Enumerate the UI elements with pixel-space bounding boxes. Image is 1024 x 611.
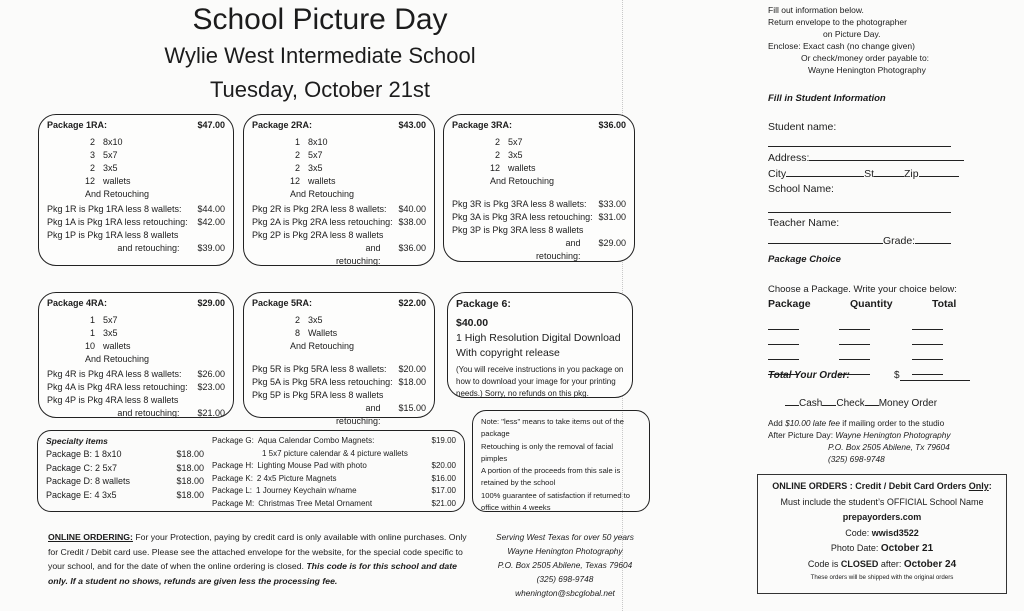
specialty-extra-desc: Christmas Tree Metal Ornament <box>258 498 373 508</box>
package-item <box>85 162 225 175</box>
student-name-field[interactable] <box>768 135 951 147</box>
package-6-price: $40.00 <box>456 317 489 329</box>
late-fee-phone: (325) 698-9748 <box>828 454 885 464</box>
online-orders-box: ONLINE ORDERS : Credit / Debit Card Orders Only: Must include the student’s OFFICIAL School Name prepayorders.com Code: wwisd3522 Photo Date: October 21 Code is CLOSED after: October 24 These orders will be shipped with the original orders <box>757 474 1007 594</box>
picture-day-date: Tuesday, October 21st <box>209 77 431 102</box>
payment-option-check: Check <box>836 398 865 409</box>
item-quantity: 2 <box>494 150 500 160</box>
package-items <box>252 314 426 353</box>
package-variant <box>252 376 426 389</box>
specialty-extra-item <box>212 473 456 486</box>
online-orders-must-include: Must include the student’s OFFICIAL School Name <box>780 496 984 507</box>
specialty-item-price: $18.00 <box>176 462 204 473</box>
note-line: A portion of the proceeds from this sale is retained by the school <box>481 466 621 488</box>
package-variant <box>252 363 426 376</box>
teacher-name-label: Teacher Name: <box>768 217 840 229</box>
column-quantity: Quantity <box>850 298 893 310</box>
fill-student-info-heading: Fill in Student Information <box>768 93 886 104</box>
money-order-checkbox-line[interactable] <box>865 395 879 406</box>
column-package: Package <box>768 298 811 310</box>
instruction-line: Wayne Henington Photography <box>808 65 926 75</box>
late-fee-address: P.O. Box 2505 Abilene, Tx 79604 <box>828 442 950 452</box>
variant-label: Pkg 1P is Pkg 1RA less 8 wallets <box>47 230 179 240</box>
closed-label-post: after: <box>878 558 904 569</box>
city-label: City <box>768 168 787 180</box>
item-quantity: 1 <box>294 137 300 147</box>
specialty-extra-name <box>212 460 367 473</box>
variant-label-cont: and retouching: <box>335 243 381 266</box>
student-info-form <box>768 120 988 249</box>
package-header <box>252 297 426 310</box>
package-items <box>47 136 225 201</box>
specialty-item-price: $18.00 <box>176 449 204 459</box>
quantity-blank-field[interactable] <box>839 345 870 360</box>
package-name: Package 4RA: <box>47 298 108 308</box>
item-description: 3x5 <box>308 315 323 325</box>
total-order-label: Total Your Order: <box>768 370 850 381</box>
school-name: Wylie West Intermediate School <box>164 43 476 68</box>
package-variant <box>47 203 225 216</box>
item-description: 3x5 <box>103 328 118 338</box>
note-line: Retouching is only the removal of facial pimples <box>481 441 614 463</box>
instruction-line: Return envelope to the photographer <box>768 17 907 27</box>
package-item <box>490 136 626 149</box>
package-variant <box>47 242 225 255</box>
package-6-note: (You will receive instructions in you package on how to download your image for your printing needs.) Sorry, no refunds on this pkg. <box>456 365 624 398</box>
online-orders-website[interactable]: prepayorders.com <box>842 512 922 522</box>
variant-label: Pkg 3P is Pkg 3RA less 8 wallets <box>452 225 584 235</box>
specialty-extra-code: Package G: <box>212 436 254 445</box>
package-variant <box>47 368 225 381</box>
package-5ra-box <box>243 292 435 426</box>
package-price: $36.00 <box>598 120 626 130</box>
package-header <box>252 119 426 132</box>
variant-label: Pkg 2R is Pkg 2RA less 8 wallets: <box>252 204 387 214</box>
package-item <box>490 149 626 162</box>
choice-blank-rows <box>768 315 983 375</box>
specialty-extra-code: Package K: <box>212 473 253 483</box>
variant-label-cont: and retouching: <box>535 238 581 261</box>
package-item <box>85 136 225 149</box>
package-item <box>85 175 225 188</box>
check-checkbox-line[interactable] <box>822 395 836 406</box>
item-quantity: 10 <box>85 341 96 351</box>
item-description: 5x7 <box>103 315 118 325</box>
package-variant <box>452 237 626 263</box>
online-code: wwisd3522 <box>871 527 919 538</box>
specialty-item-price: $18.00 <box>176 476 204 486</box>
package-variants <box>47 368 225 420</box>
package-variants <box>452 198 626 263</box>
specialty-item-label: Package B: 1 8x10 <box>46 449 122 459</box>
photo-date-value: October 21 <box>880 543 934 554</box>
variant-price: $40.00 <box>398 204 426 214</box>
total-currency: $ <box>894 370 900 381</box>
item-description: Wallets <box>308 328 338 338</box>
total-blank-field[interactable] <box>912 330 943 345</box>
variant-label: Pkg 1R is Pkg 1RA less 8 wallets: <box>47 204 182 214</box>
choose-package-instruction: Choose a Package. Write your choice below: <box>768 284 957 295</box>
package-extra: And Retouching <box>85 189 150 199</box>
column-total: Total <box>932 298 957 310</box>
specialty-extra-code: Package L: <box>212 486 253 495</box>
item-quantity: 2 <box>294 315 300 325</box>
variant-price: $42.00 <box>197 217 225 227</box>
state-label: St <box>864 168 875 180</box>
package-3ra-box <box>443 114 635 262</box>
specialty-extra-name <box>212 498 372 511</box>
item-quantity: 3 <box>89 150 95 160</box>
item-description: 3x5 <box>103 163 118 173</box>
note-line: 100% guarantee of satisfaction if returned to office within 4 weeks <box>481 490 631 513</box>
item-quantity: 12 <box>490 163 501 173</box>
specialty-extra-desc: Lighting Mouse Pad with photo <box>257 461 367 470</box>
variant-price: $38.00 <box>398 217 426 227</box>
cash-checkbox-line[interactable] <box>785 395 799 406</box>
package-choice-table <box>768 283 983 375</box>
package-header <box>452 119 626 132</box>
variant-label: Pkg 3R is Pkg 3RA less 8 wallets: <box>452 199 587 209</box>
school-name-label: School Name: <box>768 183 834 195</box>
item-quantity: 2 <box>294 150 300 160</box>
specialty-heading: Specialty items <box>46 436 108 446</box>
closed-label-pre: Code is <box>807 558 841 569</box>
package-item <box>85 149 225 162</box>
specialty-extra-code: Package H: <box>212 461 254 470</box>
package-extra: And Retouching <box>290 341 355 351</box>
late-fee-suffix: if mailing order to the studio <box>839 418 945 428</box>
choice-blank-row <box>768 345 983 360</box>
item-description: 5x7 <box>508 137 523 147</box>
item-quantity: 2 <box>89 137 95 147</box>
specialty-extras-list <box>204 435 456 507</box>
package-item <box>290 136 426 149</box>
package-choice-heading: Package Choice <box>768 254 841 265</box>
contact-email[interactable]: whenington@sbcglobal.net <box>515 588 615 598</box>
zip-field[interactable] <box>919 166 959 177</box>
city-field[interactable] <box>786 166 864 177</box>
specialty-items-box <box>37 430 465 512</box>
item-description: 8x10 <box>103 137 123 147</box>
package-6-box <box>447 292 633 398</box>
package-variant <box>252 216 426 229</box>
variant-price: $44.00 <box>197 204 225 214</box>
specialty-extra-item <box>212 498 456 511</box>
variant-price: $15.00 <box>398 403 426 413</box>
closed-word: CLOSED <box>840 558 879 569</box>
school-name-field[interactable] <box>768 201 951 213</box>
package-name: Package 5RA: <box>252 298 313 308</box>
package-variant <box>452 211 626 224</box>
package-extra: And Retouching <box>490 176 555 186</box>
package-extra: And Retouching <box>290 189 355 199</box>
specialty-extra-price: $21.00 <box>431 498 456 508</box>
package-1ra-box <box>38 114 234 266</box>
instruction-line: on Picture Day. <box>823 29 881 39</box>
specialty-extra-sub: 1 5x7 picture calendar & 4 picture wallets <box>262 448 408 458</box>
package-extra: And Retouching <box>85 354 150 364</box>
total-order-field[interactable] <box>900 370 970 381</box>
grade-field[interactable] <box>915 233 951 244</box>
total-blank-field[interactable] <box>912 345 943 360</box>
payment-option-money-order: Money Order <box>878 398 938 409</box>
item-quantity: 1 <box>89 328 95 338</box>
online-orders-heading: ONLINE ORDERS : Credit / Debit Card Orders <box>772 481 969 491</box>
zip-label: Zip <box>904 168 919 180</box>
specialty-extra-name <box>212 485 357 498</box>
closed-date: October 24 <box>903 558 957 570</box>
quantity-blank-field[interactable] <box>839 315 870 330</box>
package-items <box>452 136 626 188</box>
variant-price: $21.00 <box>197 408 225 418</box>
item-description: 5x7 <box>103 150 118 160</box>
package-header <box>47 119 225 132</box>
item-quantity: 8 <box>294 328 300 338</box>
specialty-item-label: Package C: 2 5x7 <box>46 462 118 473</box>
online-ordering-paragraph <box>48 530 478 588</box>
specialty-basic-column <box>46 435 204 507</box>
specialty-item <box>46 448 204 462</box>
item-quantity: 2 <box>494 137 500 147</box>
variant-label: Pkg 3A is Pkg 3RA less retouching: <box>452 212 593 222</box>
specialty-extra-item <box>212 460 456 473</box>
package-price: $47.00 <box>197 120 225 130</box>
item-description: 8x10 <box>308 137 328 147</box>
item-quantity: 2 <box>89 163 95 173</box>
package-variant <box>252 402 426 428</box>
specialty-item-price: $18.00 <box>176 489 204 500</box>
package-6-name: Package 6: <box>456 298 511 310</box>
package-item <box>290 175 426 188</box>
variant-label: Pkg 5R is Pkg 5RA less 8 wallets: <box>252 364 387 374</box>
variant-price: $31.00 <box>598 212 626 222</box>
variant-label: Pkg 4P is Pkg 4RA less 8 wallets <box>47 395 179 405</box>
online-ordering-label: ONLINE ORDERING: <box>48 532 133 542</box>
specialty-extra-price: $16.00 <box>431 473 456 483</box>
item-quantity: 1 <box>89 315 95 325</box>
late-fee-info <box>768 417 993 465</box>
package-item <box>290 314 426 327</box>
variant-price: $29.00 <box>598 238 626 248</box>
item-quantity: 12 <box>290 176 301 186</box>
package-items <box>252 136 426 201</box>
teacher-name-field[interactable] <box>768 233 883 244</box>
notes-box <box>472 410 650 512</box>
package-blank-field[interactable] <box>768 330 799 345</box>
student-name-label: Student name: <box>768 121 837 133</box>
package-variants <box>47 203 225 255</box>
variant-price: $20.00 <box>398 364 426 374</box>
package-blank-field[interactable] <box>768 315 799 330</box>
total-blank-field[interactable] <box>912 315 943 330</box>
item-description: wallets <box>308 176 336 186</box>
package-item <box>85 327 225 340</box>
variant-label: Pkg 2A is Pkg 2RA less retouching: <box>252 217 393 227</box>
item-description: 3x5 <box>308 163 323 173</box>
specialty-extra-desc: 1 Journey Keychain w/name <box>256 486 357 495</box>
specialty-extra-item <box>212 485 456 498</box>
variant-label: Pkg 5A is Pkg 5RA less retouching: <box>252 377 393 387</box>
late-fee-company: Wayne Henington Photography <box>835 430 951 440</box>
contact-address: P.O. Box 2505 Abilene, Texas 79604 <box>497 560 633 570</box>
package-variant <box>452 198 626 211</box>
variant-label: Pkg 2P is Pkg 2RA less 8 wallets <box>252 230 384 240</box>
address-label: Address: <box>768 152 810 164</box>
contact-slogan: Serving West Texas for over 50 years <box>496 532 634 542</box>
package-4ra-box <box>38 292 234 418</box>
variant-price: $23.00 <box>197 382 225 392</box>
specialty-extra-desc: 2 4x5 Picture Magnets <box>256 473 337 483</box>
package-item <box>490 162 626 175</box>
package-6-line-1: 1 High Resolution Digital Download <box>456 332 621 344</box>
package-item <box>85 314 225 327</box>
online-ordering-emphasis: This code is for this school and date only. If a student no shows, refunds are given less the processing fee. <box>48 561 457 586</box>
package-blank-field[interactable] <box>768 345 799 360</box>
item-description: 5x7 <box>308 150 323 160</box>
variant-label: Pkg 4A is Pkg 4RA less retouching: <box>47 382 188 392</box>
grade-label: Grade: <box>883 235 916 247</box>
payment-method-options <box>785 395 937 409</box>
late-fee-after-label: After Picture Day: <box>768 430 836 440</box>
package-variant <box>252 242 426 268</box>
late-fee-amount: $10.00 late fee <box>785 418 840 428</box>
quantity-blank-field[interactable] <box>839 330 870 345</box>
variant-price: $33.00 <box>598 199 626 209</box>
contact-phone: (325) 698-9748 <box>536 574 594 584</box>
choice-blank-row <box>768 315 983 330</box>
variant-price: $18.00 <box>398 377 426 387</box>
package-name: Package 2RA: <box>252 120 313 130</box>
item-quantity: 2 <box>294 163 300 173</box>
specialty-extra-desc: Aqua Calendar Combo Magnets: <box>257 436 375 445</box>
photographer-contact <box>480 530 650 600</box>
package-variants <box>252 203 426 268</box>
address-field[interactable] <box>809 150 964 161</box>
note-line: Note: "less" means to take items out of the package <box>481 417 624 439</box>
online-ordering-text: For your Protection, paying by credit card is only available with online purchases. Only for Credit / Debit card use. Please see the attached envelope for the website, for the special code specific to your school, and for the date of when the online ordering is closed. <box>48 532 467 571</box>
specialty-item <box>46 489 204 503</box>
package-header <box>47 297 225 310</box>
package-price: $29.00 <box>197 298 225 308</box>
specialty-extra-name <box>212 435 374 448</box>
package-item <box>290 327 426 340</box>
contact-company: Wayne Henington Photography <box>507 546 623 556</box>
variant-label: Pkg 1A is Pkg 1RA less retouching: <box>47 217 188 227</box>
variant-price: $26.00 <box>197 369 225 379</box>
specialty-item-label: Package D: 8 wallets <box>46 476 131 486</box>
photo-date-label: Photo Date: <box>830 543 881 553</box>
package-item <box>85 340 225 353</box>
specialty-item <box>46 462 204 476</box>
specialty-extra-name <box>212 473 337 486</box>
code-label: Code: <box>845 527 872 538</box>
variant-label-cont: and retouching: <box>335 403 381 426</box>
item-description: wallets <box>103 176 131 186</box>
specialty-item <box>46 475 204 489</box>
package-name: Package 3RA: <box>452 120 513 130</box>
shipping-note: These orders will be shipped with the original orders <box>810 574 954 581</box>
specialty-extra-item <box>212 435 456 448</box>
package-variant <box>252 203 426 216</box>
item-description: 3x5 <box>508 150 523 160</box>
instruction-line: Enclose: Exact cash (no change given) <box>768 41 915 51</box>
package-variant <box>47 407 225 420</box>
variant-label: Pkg 5P is Pkg 5RA less 8 wallets <box>252 390 384 400</box>
variant-label-cont: and retouching: <box>117 243 180 253</box>
specialty-basic-list <box>46 448 204 502</box>
package-item <box>290 162 426 175</box>
package-variants <box>252 363 426 428</box>
specialty-item-label: Package E: 4 3x5 <box>46 489 117 500</box>
page-title: School Picture Day <box>192 3 448 36</box>
package-price: $43.00 <box>398 120 426 130</box>
item-description: wallets <box>103 341 131 351</box>
variant-price: $39.00 <box>197 243 225 253</box>
specialty-extra-code: Package M: <box>212 498 255 508</box>
instruction-line: Fill out information below. <box>768 5 864 15</box>
online-orders-only: Only <box>968 481 989 491</box>
envelope-instructions <box>768 4 978 76</box>
variant-label: Pkg 4R is Pkg 4RA less 8 wallets: <box>47 369 182 379</box>
specialty-extra-price: $17.00 <box>431 486 456 495</box>
package-variant <box>47 216 225 229</box>
specialty-extra-price: $20.00 <box>431 461 456 470</box>
package-items <box>47 314 225 366</box>
variant-price: $36.00 <box>398 243 426 253</box>
package-name: Package 1RA: <box>47 120 108 130</box>
choice-blank-row <box>768 330 983 345</box>
package-variant <box>47 381 225 394</box>
package-price: $22.00 <box>398 298 426 308</box>
item-description: wallets <box>508 163 536 173</box>
package-6-line-2: With copyright release <box>456 347 560 359</box>
payment-option-cash: Cash <box>799 398 823 409</box>
total-order-row <box>768 370 983 381</box>
state-field[interactable] <box>874 166 904 177</box>
variant-label-cont: and retouching: <box>117 408 180 418</box>
item-quantity: 12 <box>85 176 96 186</box>
instruction-line: Or check/money order payable to: <box>801 53 930 63</box>
choice-column-headers <box>768 297 983 311</box>
late-fee-prefix: Add <box>768 418 786 428</box>
specialty-extra-price: $19.00 <box>431 436 456 445</box>
package-2ra-box <box>243 114 435 266</box>
package-item <box>290 149 426 162</box>
